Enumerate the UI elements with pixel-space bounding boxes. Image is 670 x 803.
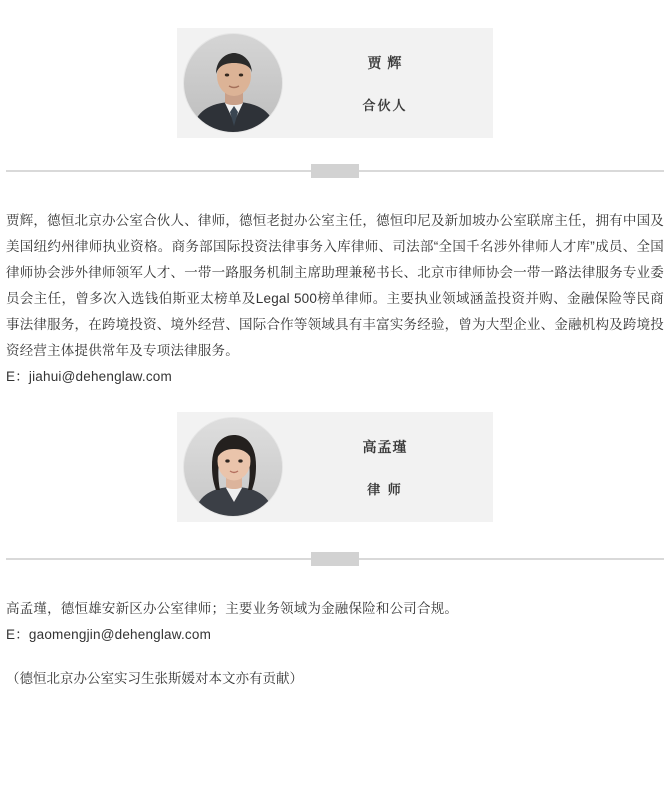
spacer <box>0 566 670 596</box>
profile-card-2 <box>177 412 493 522</box>
profile-name: 贾 辉 <box>367 54 403 71</box>
profile-name: 高孟瑾 <box>362 438 408 455</box>
spacer <box>0 390 670 412</box>
spacer <box>0 138 670 164</box>
spacer <box>0 648 670 666</box>
bio-paragraph-2 <box>6 596 664 648</box>
profile-text <box>283 437 493 498</box>
profile-card-1 <box>177 28 493 138</box>
spacer <box>0 522 670 552</box>
document-page <box>0 28 670 803</box>
spacer <box>0 178 670 208</box>
profile-title: 律 师 <box>367 481 403 497</box>
bio-paragraph-1 <box>6 208 664 390</box>
bio-text: 高孟瑾，德恒雄安新区办公室律师；主要业务领域为金融保险和公司合规。 <box>6 601 459 616</box>
divider-center-block <box>311 552 359 566</box>
profile-text <box>283 53 493 114</box>
email-line: E：jiahui@dehenglaw.com <box>6 369 172 384</box>
portrait-photo-male-icon <box>184 34 283 133</box>
section-divider-2 <box>6 552 664 566</box>
avatar <box>183 417 283 517</box>
avatar <box>183 33 283 133</box>
footnote: （德恒北京办公室实习生张斯媛对本文亦有贡献） <box>6 671 303 686</box>
bio-text: 贾辉，德恒北京办公室合伙人、律师，德恒老挝办公室主任，德恒印尼及新加坡办公室联席主任，拥有中国及美国纽约州律师执业资格。商务部国际投资法律事务入库律师、司法部“全国千名涉外律师人才库”成员、全国律师协会涉外律师领军人才、一带一路服务机制主席助理兼秘书长、北京市律师协会一带一路法律服务专业委员会主任，曾多次入选钱伯斯亚太榜单及Legal 500榜单律师。主要执业领域涵盖投资并购、金融保险等民商事法律服务，在跨境投资、境外经营、国际合作等领域具有丰富实务经验，曾为大型企业、金融机构及跨境投资经营主体提供常年及专项法律服务。 <box>6 213 664 358</box>
email-line: E：gaomengjin@dehenglaw.com <box>6 627 212 642</box>
portrait-photo-female-icon <box>184 418 283 517</box>
section-divider-1 <box>6 164 664 178</box>
profile-title: 合伙人 <box>362 97 408 113</box>
divider-center-block <box>311 164 359 178</box>
